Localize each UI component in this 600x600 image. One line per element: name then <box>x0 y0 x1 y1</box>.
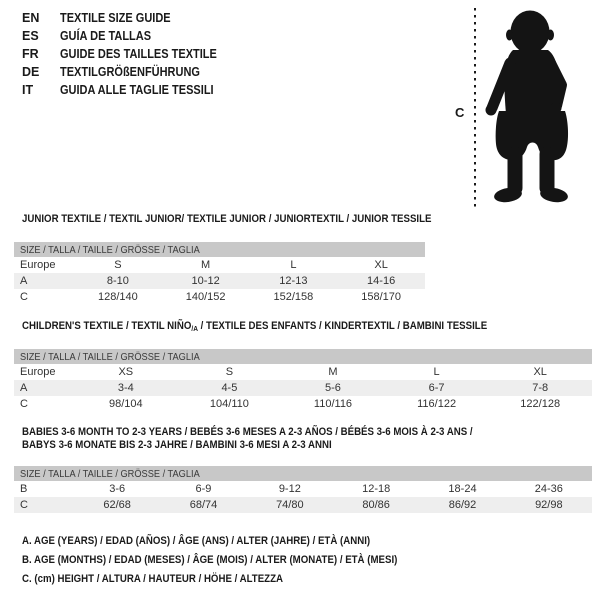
children-size-table <box>14 349 592 412</box>
table-cell: M <box>328 366 338 378</box>
row-label: C <box>20 291 28 303</box>
table-cell: 62/68 <box>103 499 131 511</box>
language-row-de <box>22 63 238 81</box>
legend-line-a <box>22 532 449 551</box>
legend-text-b: B. AGE (MONTHS) / EDAD (MESES) / ÂGE (MOIS) / ALTER (MONATE) / ETÀ (MESI) <box>22 554 398 566</box>
measurement-legend <box>22 532 449 589</box>
children-title-post: / TEXTILE DES ENFANTS / KINDERTEXTIL / BAMBINI TESSILE <box>197 320 488 332</box>
table-cell: 158/170 <box>361 291 401 303</box>
size-header-text: SIZE / TALLA / TAILLE / GRÖSSE / TAGLIA <box>20 350 200 363</box>
language-code: DE <box>22 65 40 79</box>
language-code: FR <box>22 47 39 61</box>
legend-text-c: C. (cm) HEIGHT / ALTURA / HAUTEUR / HÖHE / ALTEZZA <box>22 573 284 585</box>
row-label: B <box>20 483 28 495</box>
children-title-sub: /A <box>191 324 198 333</box>
table-cell: 128/140 <box>97 291 138 303</box>
table-cell: 86/92 <box>448 499 477 511</box>
table-cell: 98/104 <box>108 398 143 410</box>
language-title: GUÍA DE TALLAS <box>60 29 152 43</box>
table-row <box>14 396 592 412</box>
babies-title-line1: BABIES 3-6 MONTH TO 2-3 YEARS / BEBÉS 3-6 MESES A 2-3 AÑOS / BÉBÉS 3-6 MOIS À 2-3 ANS / <box>22 426 473 438</box>
legend-text-a: A. AGE (YEARS) / EDAD (AÑOS) / ÂGE (ANS) / ALTER (JAHRE) / ETÀ (ANNI) <box>22 535 371 547</box>
row-label: C <box>20 398 28 410</box>
table-cell: 80/86 <box>362 499 390 511</box>
table-cell: 74/80 <box>276 499 304 511</box>
table-cell: 68/74 <box>189 499 218 511</box>
row-label: Europe <box>20 259 56 271</box>
language-code: EN <box>22 11 40 25</box>
size-header-bar <box>14 466 592 481</box>
table-cell: XS <box>118 366 134 378</box>
size-header-bar <box>14 349 592 364</box>
language-row-es <box>22 27 238 45</box>
table-cell: 110/116 <box>313 398 353 410</box>
table-cell: 6-9 <box>195 483 212 495</box>
babies-title-line2: BABYS 3-6 MONATE BIS 2-3 JAHRE / BAMBINI 3-6 MESI A 2-3 ANNI <box>22 439 332 451</box>
table-cell: L <box>290 259 297 271</box>
table-cell: XL <box>533 366 547 378</box>
table-cell: 9-12 <box>278 483 301 495</box>
table-row <box>14 380 592 396</box>
table-cell: 24-36 <box>534 483 563 495</box>
table-cell: 6-7 <box>428 382 445 394</box>
language-title: GUIDE DES TAILLES TEXTILE <box>60 47 217 61</box>
table-cell: M <box>201 259 211 271</box>
baby-silhouette-icon <box>482 8 592 207</box>
table-cell: 18-24 <box>448 483 477 495</box>
babies-size-table <box>14 466 592 513</box>
table-cell: 8-10 <box>106 275 129 287</box>
children-title-text <box>22 320 487 333</box>
table-row <box>14 289 425 305</box>
row-label: C <box>20 499 28 511</box>
table-cell: 140/152 <box>185 291 226 303</box>
table-cell: 3-4 <box>117 382 134 394</box>
row-label: A <box>20 275 28 287</box>
table-cell: 116/122 <box>417 398 457 410</box>
legend-line-b <box>22 551 449 570</box>
table-cell: 4-5 <box>221 382 238 394</box>
language-row-it <box>22 81 238 99</box>
babies-section-title <box>22 426 534 452</box>
junior-title-text: JUNIOR TEXTILE / TEXTIL JUNIOR/ TEXTILE JUNIOR / JUNIORTEXTIL / JUNIOR TESSILE <box>22 213 432 225</box>
language-row-fr <box>22 45 238 63</box>
language-code: IT <box>22 83 34 97</box>
height-measure-label: C <box>455 105 465 120</box>
table-row <box>14 257 425 273</box>
table-cell: 5-6 <box>325 382 341 394</box>
language-title: GUIDA ALLE TAGLIE TESSILI <box>60 83 214 97</box>
table-row <box>14 364 592 380</box>
height-measure-dotted-line <box>474 8 476 207</box>
table-cell: 7-8 <box>532 382 549 394</box>
legend-line-c <box>22 570 449 589</box>
table-cell: 104/110 <box>209 398 249 410</box>
language-title: TEXTILGRÖßENFÜHRUNG <box>60 65 200 79</box>
table-cell: 122/128 <box>520 398 561 410</box>
junior-section-title <box>22 213 487 226</box>
table-cell: S <box>225 366 234 378</box>
table-cell: XL <box>374 259 388 271</box>
table-row <box>14 273 425 289</box>
language-row-en <box>22 9 238 27</box>
language-code: ES <box>22 29 39 43</box>
row-label: A <box>20 382 28 394</box>
children-title-pre: CHILDREN'S TEXTILE / TEXTIL NIÑO <box>22 320 192 332</box>
table-cell: 92/98 <box>535 499 563 511</box>
table-row <box>14 497 592 513</box>
table-row <box>14 481 592 497</box>
children-section-title <box>22 320 551 333</box>
table-cell: 152/158 <box>273 291 314 303</box>
size-header-bar <box>14 242 425 257</box>
junior-size-table <box>14 242 425 305</box>
table-cell: L <box>433 366 440 378</box>
table-cell: 14-16 <box>367 275 396 287</box>
table-cell: 10-12 <box>191 275 220 287</box>
table-cell: 12-18 <box>362 483 391 495</box>
table-cell: 12-13 <box>279 275 308 287</box>
table-cell: 3-6 <box>109 483 126 495</box>
size-header-text: SIZE / TALLA / TAILLE / GRÖSSE / TAGLIA <box>20 467 200 480</box>
language-title-list <box>22 9 238 99</box>
size-header-text: SIZE / TALLA / TAILLE / GRÖSSE / TAGLIA <box>20 243 200 256</box>
language-title: TEXTILE SIZE GUIDE <box>60 11 171 25</box>
table-cell: S <box>114 259 122 271</box>
row-label: Europe <box>20 366 56 378</box>
